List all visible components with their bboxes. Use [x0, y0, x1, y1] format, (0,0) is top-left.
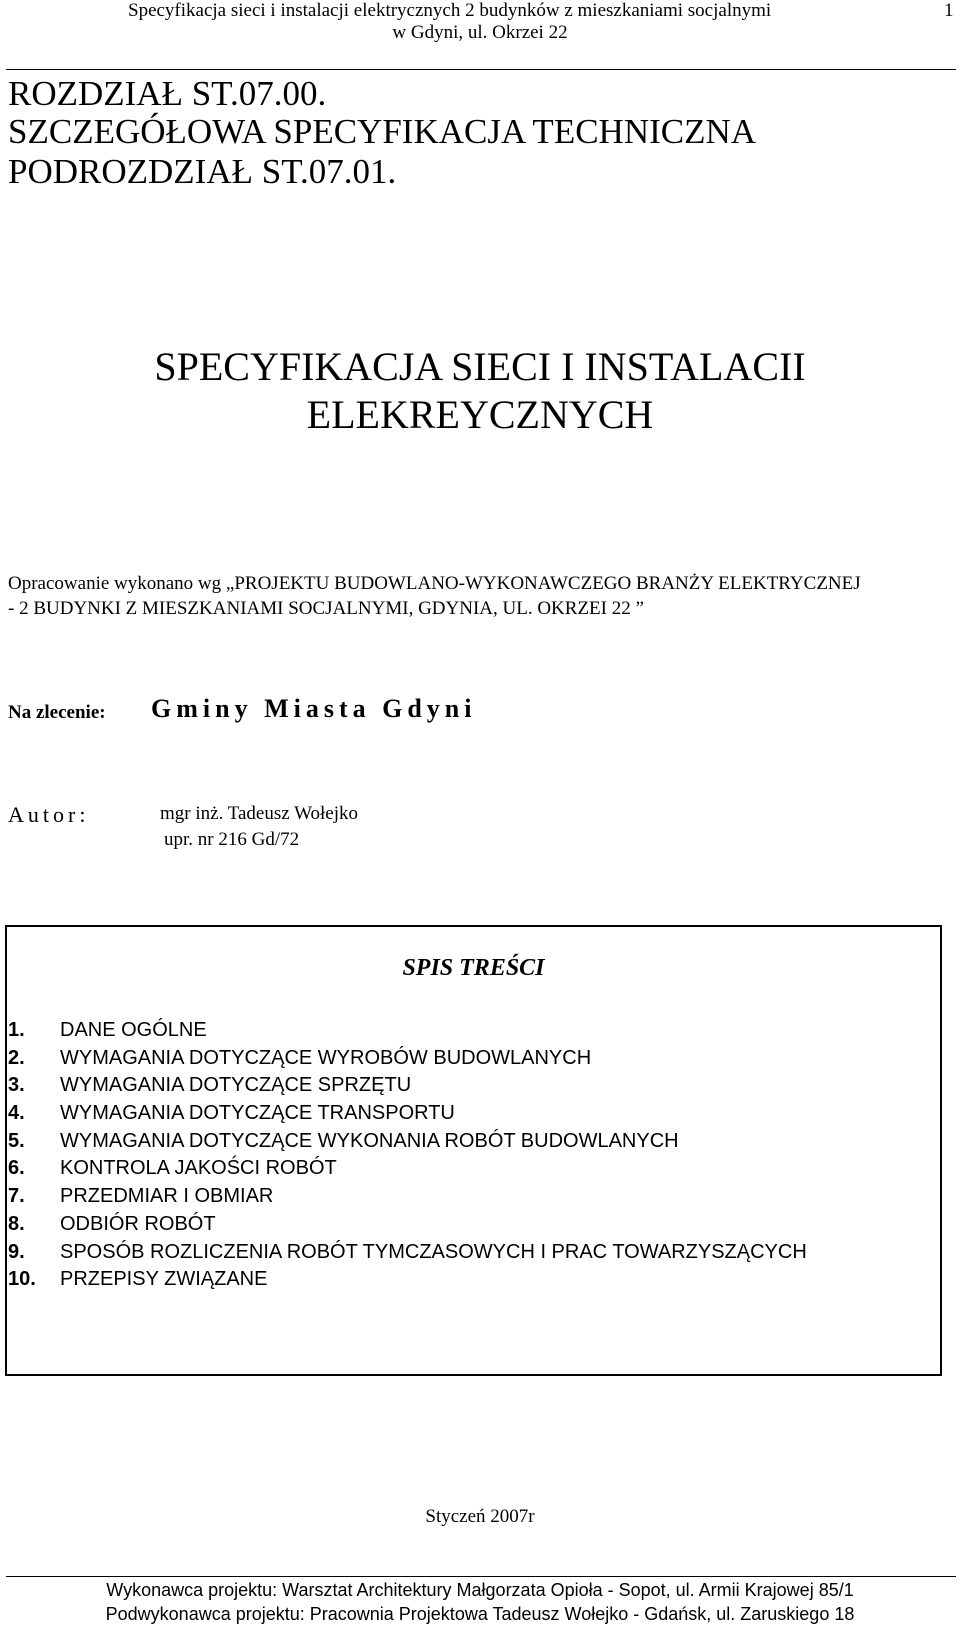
table-of-contents-title: SPIS TREŚCI [402, 955, 545, 981]
toc-item [8, 1183, 807, 1211]
toc-item-number: 6. [8, 1157, 25, 1180]
toc-item [8, 1017, 807, 1045]
toc-item-text: PRZEPISY ZWIĄZANE [60, 1268, 268, 1291]
toc-item-text: ODBIÓR ROBÓT [60, 1212, 216, 1235]
toc-item-number: 2. [8, 1046, 25, 1069]
footer-line-2: Podwykonawca projektu: Pracownia Projektowa Tadeusz Wołejko - Gdańsk, ul. Zaruskiego 18 [105, 1604, 855, 1624]
header-divider [6, 69, 956, 70]
toc-item-text: SPOSÓB ROZLICZENIA ROBÓT TYMCZASOWYCH I PRAC TOWARZYSZĄCYCH [60, 1240, 807, 1263]
toc-item [8, 1045, 807, 1073]
toc-item-text: PRZEDMIAR I OBMIAR [60, 1185, 274, 1208]
toc-item [8, 1072, 807, 1100]
toc-item-text: KONTROLA JAKOŚCI ROBÓT [60, 1157, 337, 1180]
author-license: upr. nr 216 Gd/72 [164, 829, 300, 850]
toc-item [8, 1155, 807, 1183]
toc-item-number: 7. [8, 1185, 25, 1208]
toc-item [8, 1266, 807, 1294]
toc-item-number: 9. [8, 1240, 25, 1263]
client-label: Na zlecenie: [8, 702, 106, 723]
toc-item-number: 5. [8, 1129, 25, 1152]
author-name: mgr inż. Tadeusz Wołejko [160, 803, 359, 824]
table-of-contents-list [8, 1017, 807, 1294]
description-line-2: - 2 BUDYNKI Z MIESZKANIAMI SOCJALNYMI, GDYNIA, UL. OKRZEI 22 ” [8, 598, 644, 619]
author-label: Autor: [8, 802, 90, 827]
running-header-line-2: w Gdyni, ul. Okrzei 22 [392, 22, 568, 43]
footer-line-1: Wykonawca projektu: Warsztat Architektury Małgorzata Opioła - Sopot, ul. Armii Krajowej 85/1 [106, 1580, 854, 1600]
main-title-line-2: ELEKREYCZNYCH [306, 392, 654, 437]
toc-item-number: 3. [8, 1074, 25, 1097]
chapter-line-2: SZCZEGÓŁOWA SPECYFIKACJA TECHNICZNA [8, 112, 757, 151]
toc-item-text: WYMAGANIA DOTYCZĄCE SPRZĘTU [60, 1074, 412, 1097]
page-number: 1 [944, 0, 954, 21]
main-title-line-1: SPECYFIKACJA SIECI I INSTALACII [154, 344, 806, 389]
toc-item-number: 1. [8, 1019, 25, 1041]
chapter-line-1: ROZDZIAŁ ST.07.00. [8, 74, 327, 113]
toc-item-number: 8. [8, 1212, 25, 1235]
document-date: Styczeń 2007r [425, 1506, 535, 1527]
toc-item [8, 1100, 807, 1128]
footer-divider [6, 1576, 956, 1577]
toc-item-text: WYMAGANIA DOTYCZĄCE WYROBÓW BUDOWLANYCH [60, 1046, 592, 1069]
toc-item [8, 1128, 807, 1156]
running-header-line-1: Specyfikacja sieci i instalacji elektrycznych 2 budynków z mieszkaniami socjalnymi [128, 0, 772, 21]
toc-item-number: 4. [8, 1102, 25, 1125]
toc-item [8, 1239, 807, 1267]
chapter-line-3: PODROZDZIAŁ ST.07.01. [8, 152, 397, 191]
toc-item-text: DANE OGÓLNE [60, 1019, 207, 1041]
toc-item [8, 1211, 807, 1239]
toc-item-text: WYMAGANIA DOTYCZĄCE TRANSPORTU [60, 1102, 455, 1125]
client-name: Gminy Miasta Gdyni [151, 694, 477, 723]
toc-item-number: 10. [8, 1268, 36, 1291]
description-line-1: Opracowanie wykonano wg „PROJEKTU BUDOWLANO-WYKONAWCZEGO BRANŻY ELEKTRYCZNEJ [8, 573, 861, 594]
toc-item-text: WYMAGANIA DOTYCZĄCE WYKONANIA ROBÓT BUDOWLANYCH [60, 1129, 679, 1152]
